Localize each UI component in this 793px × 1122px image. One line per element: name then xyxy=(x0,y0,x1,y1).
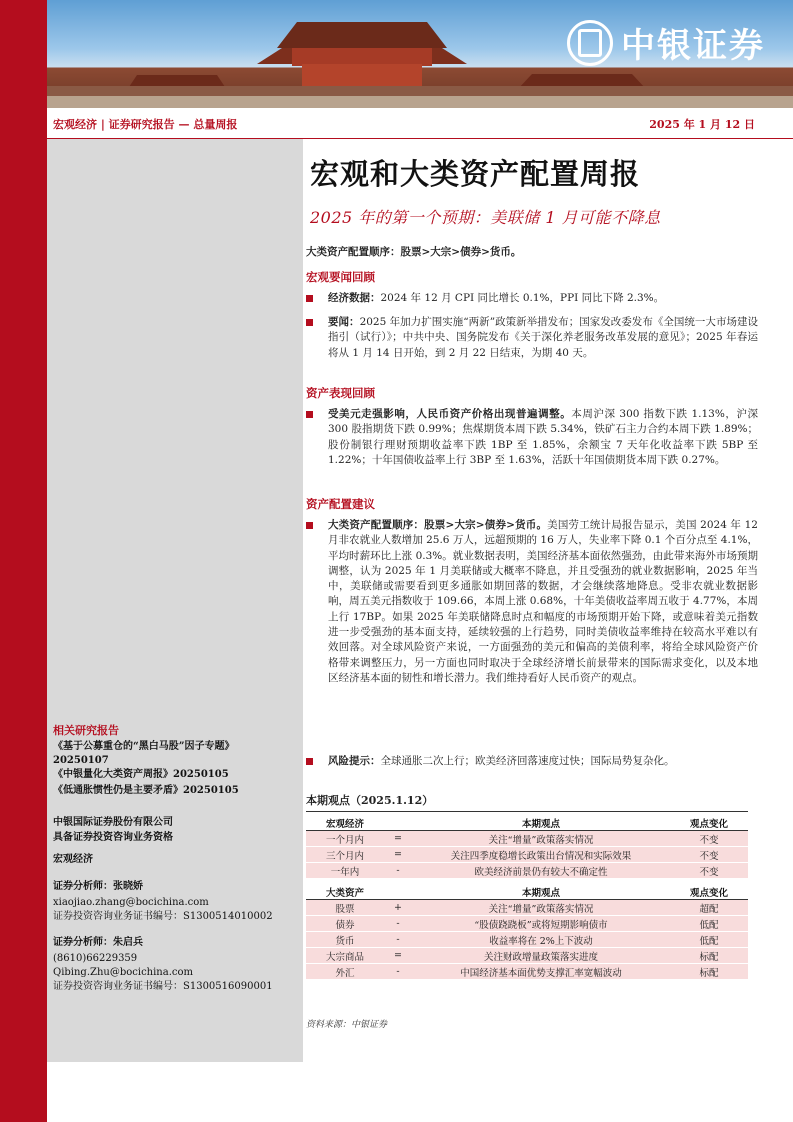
analyst-2-name: 证券分析师：朱启兵 xyxy=(53,937,143,948)
report-title: 宏观和大类资产配置周报 xyxy=(310,157,641,191)
bullet-square-icon xyxy=(306,758,313,765)
company-name: 中银国际证券股份有限公司 xyxy=(53,817,173,828)
brand-logo xyxy=(567,18,765,67)
report-category: 宏观经济 | 证券研究报告 — 总量周报 xyxy=(53,118,238,131)
bullet-allocation-advice: 大类资产配置顺序：股票>大宗>债券>货币。美国劳工统计局报告显示，美国 2024 年 12 月非农就业人数增加 25.6 万人，远超预期的 16 万人，失业率下降 0.1 个百分点至 4.1%，平均时薪环比上涨 0.3%。就业数据表明，美国经济基本面依然强劲，由此带来海外市场预期调整，认为 2025 年 1 月美联储或大概率不降息，并且受强劲的就业数据影响，2025 年当中，美联储或需要看到更多通胀如期回落的数据，才会继续落地降息。受非农就业数据影响，周五美元指数收于 109.66，本周上涨 0.68%，十年美债收益率周五收于 4.77%，本周上行 17BP。如果 2025 年美联储降息时点和幅度的市场预期开始下降，或意味着美元指数进一步受强劲的基本面支持，延续较强的上行趋势，同时美债收益率维持在较高水平难以有效回落。对全球风险资产来说，一方面强劲的美元和偏高的美债利率，将给全球风险资产价格带来调整压力，另一方面也同时取决于全球经济增长前景带来的国际需求变化，以及本地区经济基本面的韧性和增长潜力。我们维持看好人民币资产的观点。 xyxy=(306,518,758,686)
bullet-risk: 风险提示：全球通胀二次上行；欧美经济回落速度过快；国际局势复杂化。 xyxy=(306,754,758,769)
left-accent-bar xyxy=(0,0,47,1122)
section-assets-title: 资产表现回顾 xyxy=(306,386,375,400)
brand-name: 中银证券 xyxy=(621,26,765,66)
boc-logo-icon xyxy=(567,20,613,66)
table-row: 货币 - 收益率将在 2%上下波动 低配 xyxy=(306,932,748,948)
table-header: 本期观点 xyxy=(412,815,670,831)
table-row: 三个月内 = 关注四季度稳增长政策出台情况和实际效果 不变 xyxy=(306,847,748,863)
table-header: 宏观经济 xyxy=(306,815,384,831)
view-table-heading: 本期观点（2025.1.12） xyxy=(306,793,748,812)
table-row: 外汇 - 中国经济基本面优势支撑汇率宽幅波动 标配 xyxy=(306,964,748,980)
section-advice-title: 资产配置建议 xyxy=(306,497,375,511)
analyst-1-email[interactable]: xiaojiao.zhang@bocichina.com xyxy=(53,897,209,908)
related-report: 《低通胀惯性仍是主要矛盾》20250105 xyxy=(53,785,239,796)
bullet-asset-performance: 受美元走强影响，人民币资产价格出现普遍调整。本周沪深 300 指数下跌 1.13%，沪深 300 股指期货下跌 0.99%；焦煤期货本周下跌 5.34%，铁矿石主力合约本周下跌 1.89%；股份制银行理财预期收益率下跌 1BP 至 1.85%，余额宝 7 天年化收益率下跌 5BP 至 1.22%；十年国债收益率上行 3BP 至 1.63%，活跃十年国债期货本周下跌 0.27%。 xyxy=(306,407,758,468)
table-header xyxy=(384,884,412,900)
section-macro-title: 宏观要闻回顾 xyxy=(306,270,375,284)
related-report: 《基于公募重仓的“黑白马股”因子专题》 xyxy=(53,741,235,752)
asset-view-table xyxy=(306,884,748,980)
analyst-1-cert: 证券投资咨询业务证书编号：S1300514010002 xyxy=(53,911,273,922)
table-header xyxy=(384,815,412,831)
table-header: 大类资产 xyxy=(306,884,384,900)
table-header: 观点变化 xyxy=(670,815,748,831)
table-header: 本期观点 xyxy=(412,884,670,900)
header-banner xyxy=(47,0,793,108)
table-row: 股票 + 关注“增量”政策落实情况 超配 xyxy=(306,900,748,916)
related-report: 20250107 xyxy=(53,755,109,766)
coverage-category: 宏观经济 xyxy=(53,854,93,865)
bullet-square-icon xyxy=(306,411,313,418)
table-row: 债券 - “股债跷跷板”或将短期影响债市 低配 xyxy=(306,916,748,932)
table-row: 一年内 - 欧美经济前景仍有较大不确定性 不变 xyxy=(306,863,748,879)
macro-view-table xyxy=(306,815,748,879)
table-row: 一个月内 = 关注“增量”政策落实情况 不变 xyxy=(306,831,748,847)
bullet-square-icon xyxy=(306,295,313,302)
related-reports-title: 相关研究报告 xyxy=(53,724,119,737)
report-date: 2025 年 1 月 12 日 xyxy=(649,118,755,131)
related-report: 《中银量化大类资产周报》20250105 xyxy=(53,769,229,780)
sidebar xyxy=(47,139,303,1062)
analyst-2-email[interactable]: Qibing.Zhu@bocichina.com xyxy=(53,967,193,978)
bullet-square-icon xyxy=(306,319,313,326)
analyst-1-name: 证券分析师：张晓娇 xyxy=(53,881,143,892)
company-qualification: 具备证券投资咨询业务资格 xyxy=(53,832,173,843)
report-meta-bar xyxy=(47,108,793,139)
bullet-news: 要闻：2025 年加力扩围实施“两新”政策新举措发布；国家发改委发布《全国统一大市场建设指引（试行）》；中共中央、国务院发布《关于深化养老服务改革发展的意见》；2025 年春运将从 1 月 14 日开始，到 2 月 22 日结束，为期 40 天。 xyxy=(306,315,758,361)
report-subtitle: 2025 年的第一个预期：美联储 1 月可能不降息 xyxy=(310,208,661,227)
analyst-2-phone: (8610)66229359 xyxy=(53,953,138,964)
bullet-economic-data: 经济数据：2024 年 12 月 CPI 同比增长 0.1%，PPI 同比下降 2.3%。 xyxy=(306,291,758,306)
analyst-2-cert: 证券投资咨询业务证书编号：S1300516090001 xyxy=(53,981,273,992)
bullet-square-icon xyxy=(306,522,313,529)
allocation-order: 大类资产配置顺序：股票>大宗>债券>货币。 xyxy=(306,246,522,258)
table-source-note: 资料来源：中银证券 xyxy=(306,1020,388,1030)
table-header: 观点变化 xyxy=(670,884,748,900)
table-row: 大宗商品 = 关注财政增量政策落实进度 标配 xyxy=(306,948,748,964)
